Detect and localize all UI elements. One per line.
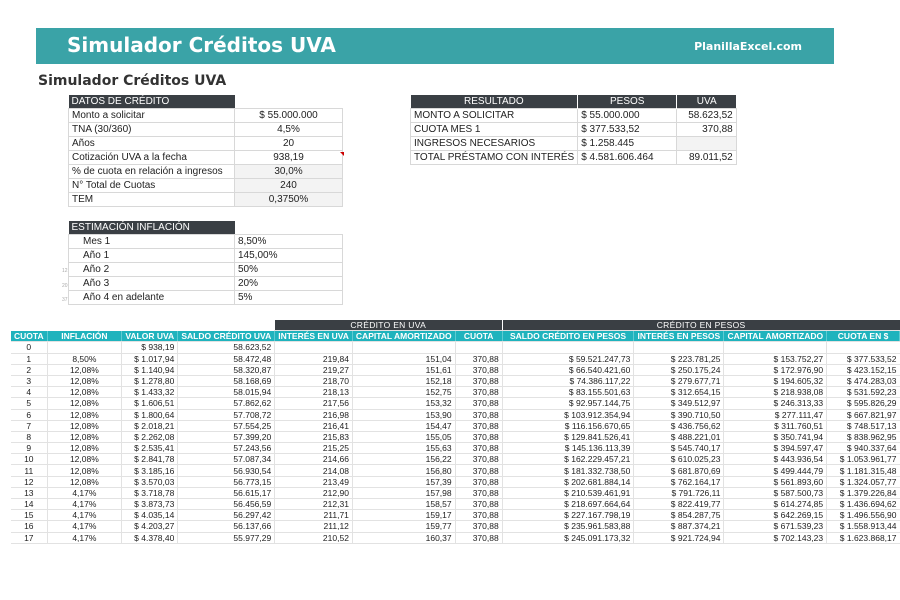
cell-valor-uva: $ 2.841,78	[122, 454, 178, 465]
cell-cuota-uva: 370,88	[455, 387, 502, 398]
cell-saldo-credito-uva: 58.623,52	[178, 342, 275, 353]
inflacion-row	[69, 263, 343, 277]
cell-interes-uva: 215,83	[275, 431, 353, 442]
inflacion-row	[69, 291, 343, 305]
inflacion-value[interactable]: 145,00%	[235, 249, 343, 263]
resultado-label: INGRESOS NECESARIOS	[411, 137, 578, 151]
cell-cuota-uva: 370,88	[455, 465, 502, 476]
col-header-inflacion: INFLACIÓN	[47, 331, 122, 342]
inflacion-label: Año 4 en adelante	[69, 291, 235, 305]
table-row	[11, 409, 900, 420]
datos-value[interactable]: $ 55.000.000	[235, 109, 343, 123]
inflacion-row	[69, 277, 343, 291]
cell-valor-uva: $ 1.278,80	[122, 375, 178, 386]
cell-interes-pesos: $ 854.287,75	[634, 510, 724, 521]
col-header-saldo-credito-pesos: SALDO CRÉDITO EN PESOS	[502, 331, 634, 342]
cell-saldo-credito-pesos: $ 59.521.247,73	[502, 353, 634, 364]
cell-cuota-pesos: $ 748.517,13	[827, 420, 900, 431]
cell-interes-pesos: $ 250.175,24	[634, 364, 724, 375]
cell-cuota: 7	[11, 420, 47, 431]
inflacion-label: Año 1	[69, 249, 235, 263]
cell-capital-amortizado-pesos: $ 246.313,33	[724, 398, 827, 409]
cell-inflacion: 4,17%	[47, 510, 122, 521]
inflacion-row	[69, 235, 343, 249]
cell-capital-amortizado-pesos: $ 194.605,32	[724, 375, 827, 386]
cell-inflacion: 12,08%	[47, 465, 122, 476]
cell-cuota-pesos: $ 1.181.315,48	[827, 465, 900, 476]
cell-cuota-pesos: $ 1.496.556,90	[827, 510, 900, 521]
cell-cuota-pesos: $ 531.592,23	[827, 387, 900, 398]
cell-capital-amortizado-uva: 155,63	[352, 443, 455, 454]
cell-interes-uva: 218,70	[275, 375, 353, 386]
col-header-cuota: CUOTA	[11, 331, 47, 342]
cell-cuota: 5	[11, 398, 47, 409]
cell-cuota-uva: 370,88	[455, 420, 502, 431]
cell-interes-pesos	[634, 342, 724, 353]
datos-value[interactable]: 30,0%	[235, 165, 343, 179]
table-row	[11, 420, 900, 431]
resultado-uva	[677, 137, 737, 151]
cell-saldo-credito-uva: 57.399,20	[178, 431, 275, 442]
cell-capital-amortizado-uva	[352, 342, 455, 353]
cell-saldo-credito-uva: 56.930,54	[178, 465, 275, 476]
cell-interes-uva: 214,66	[275, 454, 353, 465]
cell-capital-amortizado-uva: 153,90	[352, 409, 455, 420]
cell-interes-uva: 218,13	[275, 387, 353, 398]
cell-cuota: 0	[11, 342, 47, 353]
cell-valor-uva: $ 1.017,94	[122, 353, 178, 364]
cell-capital-amortizado-pesos: $ 218.938,08	[724, 387, 827, 398]
cell-interes-pesos: $ 390.710,50	[634, 409, 724, 420]
cell-valor-uva: $ 1.140,94	[122, 364, 178, 375]
cell-cuota-uva: 370,88	[455, 487, 502, 498]
cell-interes-pesos: $ 312.654,15	[634, 387, 724, 398]
cell-saldo-credito-uva: 58.320,87	[178, 364, 275, 375]
cell-saldo-credito-pesos: $ 129.841.526,41	[502, 431, 634, 442]
cell-saldo-credito-pesos: $ 210.539.461,91	[502, 487, 634, 498]
cell-capital-amortizado-pesos: $ 350.741,94	[724, 431, 827, 442]
banner-title: Simulador Créditos UVA	[67, 33, 336, 57]
inflacion-value[interactable]: 50%	[235, 263, 343, 277]
cell-capital-amortizado-uva: 153,32	[352, 398, 455, 409]
cell-interes-pesos: $ 223.781,25	[634, 353, 724, 364]
resultado-uva: 370,88	[677, 123, 737, 137]
cell-capital-amortizado-uva: 157,98	[352, 487, 455, 498]
table-row	[11, 521, 900, 532]
datos-label: TNA (30/360)	[69, 123, 235, 137]
cell-cuota-pesos: $ 1.053.961,77	[827, 454, 900, 465]
cell-cuota: 3	[11, 375, 47, 386]
cell-cuota: 6	[11, 409, 47, 420]
cell-valor-uva: $ 4.378,40	[122, 532, 178, 543]
cell-valor-uva: $ 2.018,21	[122, 420, 178, 431]
cell-saldo-credito-uva: 56.773,15	[178, 476, 275, 487]
cell-capital-amortizado-pesos: $ 394.597,47	[724, 443, 827, 454]
cell-interes-pesos: $ 887.374,21	[634, 521, 724, 532]
cell-inflacion: 12,08%	[47, 364, 122, 375]
datos-label: Monto a solicitar	[69, 109, 235, 123]
cell-saldo-credito-uva: 58.168,69	[178, 375, 275, 386]
cell-cuota-pesos	[827, 342, 900, 353]
table-row	[11, 342, 900, 353]
cell-inflacion: 4,17%	[47, 521, 122, 532]
cell-inflacion: 12,08%	[47, 387, 122, 398]
cell-valor-uva: $ 1.800,64	[122, 409, 178, 420]
cell-inflacion: 12,08%	[47, 375, 122, 386]
resultado-pesos: $ 377.533,52	[578, 123, 677, 137]
cell-valor-uva: $ 4.035,14	[122, 510, 178, 521]
brand-link[interactable]: PlanillaExcel.com	[694, 40, 802, 53]
cell-interes-pesos: $ 762.164,17	[634, 476, 724, 487]
cell-valor-uva: $ 3.185,16	[122, 465, 178, 476]
cell-cuota: 11	[11, 465, 47, 476]
cell-capital-amortizado-pesos: $ 702.143,23	[724, 532, 827, 543]
cell-interes-pesos: $ 279.677,71	[634, 375, 724, 386]
resultado-label: MONTO A SOLICITAR	[411, 109, 578, 123]
cell-cuota-uva: 370,88	[455, 510, 502, 521]
row-number: 12	[62, 268, 68, 274]
cell-cuota: 2	[11, 364, 47, 375]
cell-valor-uva: $ 2.535,41	[122, 443, 178, 454]
table-row	[11, 487, 900, 498]
cell-inflacion: 12,08%	[47, 431, 122, 442]
cell-capital-amortizado-uva: 155,05	[352, 431, 455, 442]
cell-saldo-credito-pesos: $ 202.681.884,14	[502, 476, 634, 487]
cell-valor-uva: $ 1.433,32	[122, 387, 178, 398]
table-row	[11, 476, 900, 487]
cell-cuota-pesos: $ 1.379.226,84	[827, 487, 900, 498]
cell-capital-amortizado-uva: 159,17	[352, 510, 455, 521]
datos-row	[69, 123, 343, 137]
table-row	[11, 364, 900, 375]
cell-cuota: 1	[11, 353, 47, 364]
datos-row	[69, 151, 343, 165]
resultado-table	[410, 95, 737, 165]
cell-capital-amortizado-pesos: $ 443.936,54	[724, 454, 827, 465]
cell-cuota-uva: 370,88	[455, 364, 502, 375]
cell-saldo-credito-pesos: $ 227.167.798,19	[502, 510, 634, 521]
cell-cuota-uva: 370,88	[455, 521, 502, 532]
datos-label: N° Total de Cuotas	[69, 179, 235, 193]
datos-row	[69, 193, 343, 207]
resultado-label: TOTAL PRÉSTAMO CON INTERÉS	[411, 151, 578, 165]
datos-credito-table	[68, 95, 343, 207]
cell-saldo-credito-uva: 56.297,42	[178, 510, 275, 521]
table-row	[11, 387, 900, 398]
table-row	[11, 499, 900, 510]
cell-cuota: 9	[11, 443, 47, 454]
datos-value[interactable]: 20	[235, 137, 343, 151]
cell-interes-pesos: $ 488.221,01	[634, 431, 724, 442]
table-row	[11, 431, 900, 442]
cell-saldo-credito-pesos: $ 116.156.670,65	[502, 420, 634, 431]
cell-cuota-uva: 370,88	[455, 375, 502, 386]
cell-saldo-credito-pesos: $ 92.957.144,75	[502, 398, 634, 409]
cell-inflacion: 12,08%	[47, 476, 122, 487]
row-number: 37	[62, 297, 68, 303]
cell-inflacion: 12,08%	[47, 454, 122, 465]
page-title: Simulador Créditos UVA	[38, 73, 227, 89]
table-row	[11, 443, 900, 454]
cell-interes-pesos: $ 921.724,94	[634, 532, 724, 543]
cell-cuota-uva: 370,88	[455, 353, 502, 364]
cell-cuota-pesos: $ 423.152,15	[827, 364, 900, 375]
col-header-cuota-pesos: CUOTA EN $	[827, 331, 900, 342]
table-row	[11, 353, 900, 364]
row-number: 20	[62, 283, 68, 289]
cell-cuota-uva: 370,88	[455, 398, 502, 409]
cell-saldo-credito-uva: 56.137,66	[178, 521, 275, 532]
cell-capital-amortizado-uva: 157,39	[352, 476, 455, 487]
resultado-row	[411, 123, 737, 137]
cell-saldo-credito-pesos: $ 66.540.421,60	[502, 364, 634, 375]
cell-capital-amortizado-pesos: $ 614.274,85	[724, 499, 827, 510]
comment-indicator[interactable]	[340, 152, 344, 156]
inflacion-label: Mes 1	[69, 235, 235, 249]
amortization-table	[11, 320, 900, 544]
cell-saldo-credito-pesos: $ 218.697.664,64	[502, 499, 634, 510]
datos-credito-header: DATOS DE CRÉDITO	[69, 95, 235, 109]
cell-saldo-credito-pesos: $ 162.229.457,21	[502, 454, 634, 465]
cell-cuota: 14	[11, 499, 47, 510]
cell-inflacion	[47, 342, 122, 353]
cell-capital-amortizado-pesos: $ 172.976,90	[724, 364, 827, 375]
cell-capital-amortizado-pesos: $ 499.444,79	[724, 465, 827, 476]
cell-cuota-uva: 370,88	[455, 431, 502, 442]
header-banner	[36, 28, 834, 64]
cell-capital-amortizado-pesos: $ 671.539,23	[724, 521, 827, 532]
cell-capital-amortizado-pesos: $ 642.269,15	[724, 510, 827, 521]
cell-valor-uva: $ 938,19	[122, 342, 178, 353]
inflacion-label: Año 2	[69, 263, 235, 277]
cell-capital-amortizado-pesos	[724, 342, 827, 353]
table-row	[11, 398, 900, 409]
cell-inflacion: 12,08%	[47, 443, 122, 454]
cell-capital-amortizado-uva: 159,77	[352, 521, 455, 532]
resultado-uva: 58.623,52	[677, 109, 737, 123]
cell-saldo-credito-pesos: $ 83.155.501,63	[502, 387, 634, 398]
cell-saldo-credito-pesos: $ 181.332.738,50	[502, 465, 634, 476]
col-header-interes-pesos: INTERÉS EN PESOS	[634, 331, 724, 342]
cell-capital-amortizado-uva: 160,37	[352, 532, 455, 543]
datos-label: TEM	[69, 193, 235, 207]
cell-cuota-pesos: $ 1.324.057,77	[827, 476, 900, 487]
inflacion-value[interactable]: 20%	[235, 277, 343, 291]
cell-capital-amortizado-uva: 158,57	[352, 499, 455, 510]
cell-saldo-credito-pesos: $ 235.961.583,88	[502, 521, 634, 532]
cell-cuota: 15	[11, 510, 47, 521]
cell-interes-pesos: $ 436.756,62	[634, 420, 724, 431]
cell-cuota-uva: 370,88	[455, 476, 502, 487]
cell-cuota-pesos: $ 1.623.868,17	[827, 532, 900, 543]
cell-interes-pesos: $ 681.870,69	[634, 465, 724, 476]
cell-inflacion: 4,17%	[47, 499, 122, 510]
cell-interes-uva: 213,49	[275, 476, 353, 487]
resultado-header: RESULTADO	[411, 95, 578, 109]
cell-saldo-credito-pesos: $ 74.386.117,22	[502, 375, 634, 386]
cell-capital-amortizado-uva: 151,61	[352, 364, 455, 375]
cell-cuota-pesos: $ 667.821,97	[827, 409, 900, 420]
cell-inflacion: 4,17%	[47, 532, 122, 543]
cell-saldo-credito-uva: 57.243,56	[178, 443, 275, 454]
cell-cuota-pesos: $ 838.962,95	[827, 431, 900, 442]
cell-cuota-uva: 370,88	[455, 443, 502, 454]
table-row	[11, 510, 900, 521]
col-header-capital-amortizado-pesos: CAPITAL AMORTIZADO	[724, 331, 827, 342]
cell-cuota-uva: 370,88	[455, 532, 502, 543]
pesos-header: PESOS	[578, 95, 677, 109]
cell-cuota: 8	[11, 431, 47, 442]
cell-cuota-pesos: $ 377.533,52	[827, 353, 900, 364]
cell-interes-uva: 214,08	[275, 465, 353, 476]
cell-interes-pesos: $ 349.512,97	[634, 398, 724, 409]
cell-interes-uva: 212,31	[275, 499, 353, 510]
col-header-interes-uva: INTERÉS EN UVA	[275, 331, 353, 342]
cell-capital-amortizado-uva: 156,22	[352, 454, 455, 465]
cell-interes-pesos: $ 610.025,23	[634, 454, 724, 465]
datos-row	[69, 179, 343, 193]
cell-capital-amortizado-uva: 152,75	[352, 387, 455, 398]
cell-capital-amortizado-pesos: $ 311.760,51	[724, 420, 827, 431]
inflacion-value[interactable]: 8,50%	[235, 235, 343, 249]
col-header-capital-amortizado-uva: CAPITAL AMORTIZADO	[352, 331, 455, 342]
datos-label: % de cuota en relación a ingresos	[69, 165, 235, 179]
resultado-row	[411, 137, 737, 151]
cell-valor-uva: $ 3.718,78	[122, 487, 178, 498]
cell-capital-amortizado-pesos: $ 561.893,60	[724, 476, 827, 487]
datos-value[interactable]: 938,19	[235, 151, 343, 165]
cell-saldo-credito-uva: 57.708,72	[178, 409, 275, 420]
cell-interes-uva: 216,41	[275, 420, 353, 431]
cell-cuota-pesos: $ 474.283,03	[827, 375, 900, 386]
cell-interes-uva	[275, 342, 353, 353]
cell-interes-pesos: $ 822.419,77	[634, 499, 724, 510]
cell-interes-uva: 210,52	[275, 532, 353, 543]
cell-capital-amortizado-pesos: $ 153.752,27	[724, 353, 827, 364]
cell-cuota-uva: 370,88	[455, 454, 502, 465]
cell-saldo-credito-pesos: $ 145.136.113,39	[502, 443, 634, 454]
col-header-valor-uva: VALOR UVA	[122, 331, 178, 342]
cell-capital-amortizado-uva: 154,47	[352, 420, 455, 431]
datos-value[interactable]: 0,3750%	[235, 193, 343, 207]
cell-cuota-pesos: $ 1.436.694,62	[827, 499, 900, 510]
cell-cuota: 13	[11, 487, 47, 498]
resultado-pesos: $ 4.581.606.464	[578, 151, 677, 165]
cell-saldo-credito-pesos	[502, 342, 634, 353]
table-row	[11, 465, 900, 476]
datos-value[interactable]: 240	[235, 179, 343, 193]
cell-cuota: 10	[11, 454, 47, 465]
resultado-uva: 89.011,52	[677, 151, 737, 165]
cell-saldo-credito-uva: 57.862,62	[178, 398, 275, 409]
cell-saldo-credito-uva: 58.472,48	[178, 353, 275, 364]
cell-cuota-pesos: $ 940.337,64	[827, 443, 900, 454]
inflacion-row	[69, 249, 343, 263]
datos-row	[69, 165, 343, 179]
resultado-pesos: $ 1.258.445	[578, 137, 677, 151]
cell-saldo-credito-uva: 56.456,59	[178, 499, 275, 510]
cell-saldo-credito-uva: 57.554,25	[178, 420, 275, 431]
cell-interes-pesos: $ 545.740,17	[634, 443, 724, 454]
cell-cuota: 12	[11, 476, 47, 487]
credito-uva-group-header: CRÉDITO EN UVA	[275, 320, 502, 331]
cell-saldo-credito-pesos: $ 103.912.354,94	[502, 409, 634, 420]
cell-saldo-credito-uva: 57.087,34	[178, 454, 275, 465]
credito-pesos-group-header: CRÉDITO EN PESOS	[502, 320, 899, 331]
resultado-row	[411, 109, 737, 123]
cell-cuota: 4	[11, 387, 47, 398]
cell-valor-uva: $ 1.606,51	[122, 398, 178, 409]
uva-header: UVA	[677, 95, 737, 109]
resultado-pesos: $ 55.000.000	[578, 109, 677, 123]
cell-inflacion: 4,17%	[47, 487, 122, 498]
datos-label: Años	[69, 137, 235, 151]
cell-cuota: 17	[11, 532, 47, 543]
datos-row	[69, 109, 343, 123]
cell-cuota-pesos: $ 595.826,29	[827, 398, 900, 409]
inflacion-table	[68, 221, 343, 305]
cell-interes-uva: 211,71	[275, 510, 353, 521]
col-header-cuota-uva: CUOTA	[455, 331, 502, 342]
cell-capital-amortizado-uva: 151,04	[352, 353, 455, 364]
table-row	[11, 532, 900, 543]
col-header-saldo-credito-uva: SALDO CRÉDITO UVA	[178, 331, 275, 342]
cell-saldo-credito-uva: 58.015,94	[178, 387, 275, 398]
cell-inflacion: 12,08%	[47, 409, 122, 420]
cell-inflacion: 12,08%	[47, 420, 122, 431]
cell-cuota-pesos: $ 1.558.913,44	[827, 521, 900, 532]
resultado-label: CUOTA MES 1	[411, 123, 578, 137]
cell-interes-uva: 215,25	[275, 443, 353, 454]
datos-row	[69, 137, 343, 151]
cell-interes-uva: 216,98	[275, 409, 353, 420]
cell-capital-amortizado-pesos: $ 277.111,47	[724, 409, 827, 420]
cell-valor-uva: $ 3.570,03	[122, 476, 178, 487]
cell-inflacion: 8,50%	[47, 353, 122, 364]
cell-saldo-credito-uva: 55.977,29	[178, 532, 275, 543]
cell-interes-uva: 212,90	[275, 487, 353, 498]
cell-valor-uva: $ 4.203,27	[122, 521, 178, 532]
cell-saldo-credito-pesos: $ 245.091.173,32	[502, 532, 634, 543]
cell-capital-amortizado-uva: 156,80	[352, 465, 455, 476]
cell-interes-uva: 211,12	[275, 521, 353, 532]
cell-interes-pesos: $ 791.726,11	[634, 487, 724, 498]
inflacion-label: Año 3	[69, 277, 235, 291]
cell-cuota-uva: 370,88	[455, 499, 502, 510]
inflacion-value[interactable]: 5%	[235, 291, 343, 305]
inflacion-header: ESTIMACIÓN INFLACIÓN	[69, 221, 235, 235]
resultado-row	[411, 151, 737, 165]
cell-interes-uva: 219,27	[275, 364, 353, 375]
cell-valor-uva: $ 3.873,73	[122, 499, 178, 510]
cell-inflacion: 12,08%	[47, 398, 122, 409]
cell-interes-uva: 217,56	[275, 398, 353, 409]
cell-cuota-uva: 370,88	[455, 409, 502, 420]
datos-label: Cotización UVA a la fecha	[69, 151, 235, 165]
cell-cuota-uva	[455, 342, 502, 353]
table-row	[11, 454, 900, 465]
cell-capital-amortizado-uva: 152,18	[352, 375, 455, 386]
cell-valor-uva: $ 2.262,08	[122, 431, 178, 442]
table-row	[11, 375, 900, 386]
cell-saldo-credito-uva: 56.615,17	[178, 487, 275, 498]
cell-interes-uva: 219,84	[275, 353, 353, 364]
cell-capital-amortizado-pesos: $ 587.500,73	[724, 487, 827, 498]
datos-value[interactable]: 4,5%	[235, 123, 343, 137]
cell-cuota: 16	[11, 521, 47, 532]
